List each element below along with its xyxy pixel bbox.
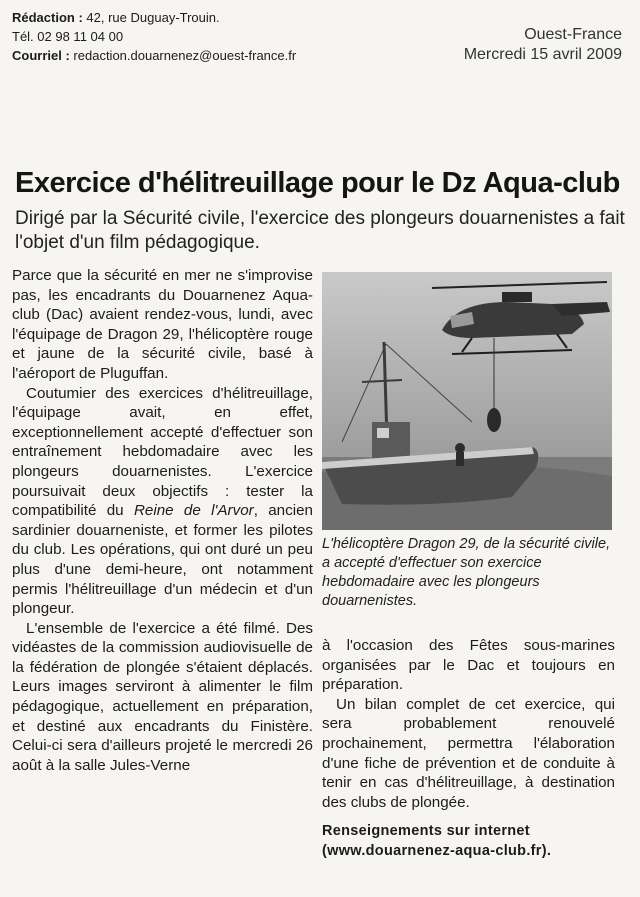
website-info <box>322 822 622 861</box>
article-column-right <box>322 636 615 812</box>
article-deck: Dirigé par la Sécurité civile, l'exercice des plongeurs douarnenistes a fait l'objet d'un film pédagogique. <box>15 208 625 253</box>
website-url: (www.douarnenez-aqua-club.fr). <box>322 842 552 859</box>
redaction-line: Rédaction : 42, rue Duguay-Trouin. <box>12 10 220 25</box>
paragraph-3: L'ensemble de l'exercice a été filmé. Des vidéastes de la commission audiovisuelle de la fédération de plongée s'étaient déplacés. Leurs images serviront à alimenter le film pédagogique, actuellement en préparation, et destiné aux encadrants du Finistère. Celui-ci sera d'ailleurs projeté le mercredi 26 août à la salle Jules-Verne <box>12 619 313 774</box>
helicopter-boat-illustration <box>322 272 612 530</box>
paragraph-2: Coutumier des exercices d'hélitreuillage, l'équipage avait, en effet, exceptionnellement accepté d'effectuer son entraînement hebdomadaire avec les plongeurs douarnenistes. L'exercice poursuivait deux objectifs : tester la compatibilité du Reine de l'Arvor, ancien sardinier douarneniste, et former les pilotes du club. Les opérations, qui ont duré un peu plus d'une demi-heure, ont notamment permis l'hélitreuillage d'un médecin et d'un plongeur. <box>12 384 313 618</box>
ship-name: Reine de l'Arvor <box>133 502 254 520</box>
paragraph-1: Parce que la sécurité en mer ne s'improvise pas, les encadrants du Douarnenez Aqua-club (Dac) avaient rendez-vous, lundi, avec l'équipage de Dragon 29, l'hélicoptère rouge et jaune de la sécurité civile, basé à l'aéroport de Pluguffan. <box>12 267 313 382</box>
masthead <box>464 25 622 65</box>
publication-date: Mercredi 15 avril 2009 <box>463 46 622 63</box>
paragraph-3-continued: à l'occasion des Fêtes sous-marines organisées par le Dac et toujours en préparation. <box>322 637 615 694</box>
telephone-line: Tél. 02 98 11 04 00 <box>12 29 124 44</box>
article-column-left <box>12 266 313 775</box>
newspaper-name: Ouest-France <box>524 26 622 43</box>
contact-block <box>12 8 296 65</box>
article-photo <box>322 272 612 530</box>
email-address: redaction.douarnenez@ouest-france.fr <box>73 48 297 63</box>
photo-caption: L'hélicoptère Dragon 29, de la sécurité civile, a accepté d'effectuer son exercice hebdomadaire avec les plongeurs douarnenistes. <box>322 536 611 609</box>
website-label: Renseignements sur internet <box>322 823 530 839</box>
article-headline: Exercice d'hélitreuillage pour le Dz Aqua-club <box>15 167 620 199</box>
paragraph-4: Un bilan complet de cet exercice, qui sera probablement renouvelé prochainement, permettra l'élaboration d'une fiche de prévention et de conduite à tenir en cas d'hélitreuillage, à destination des clubs de plongée. <box>322 695 615 811</box>
email-line: Courriel : redaction.douarnenez@ouest-france.fr <box>12 48 297 63</box>
